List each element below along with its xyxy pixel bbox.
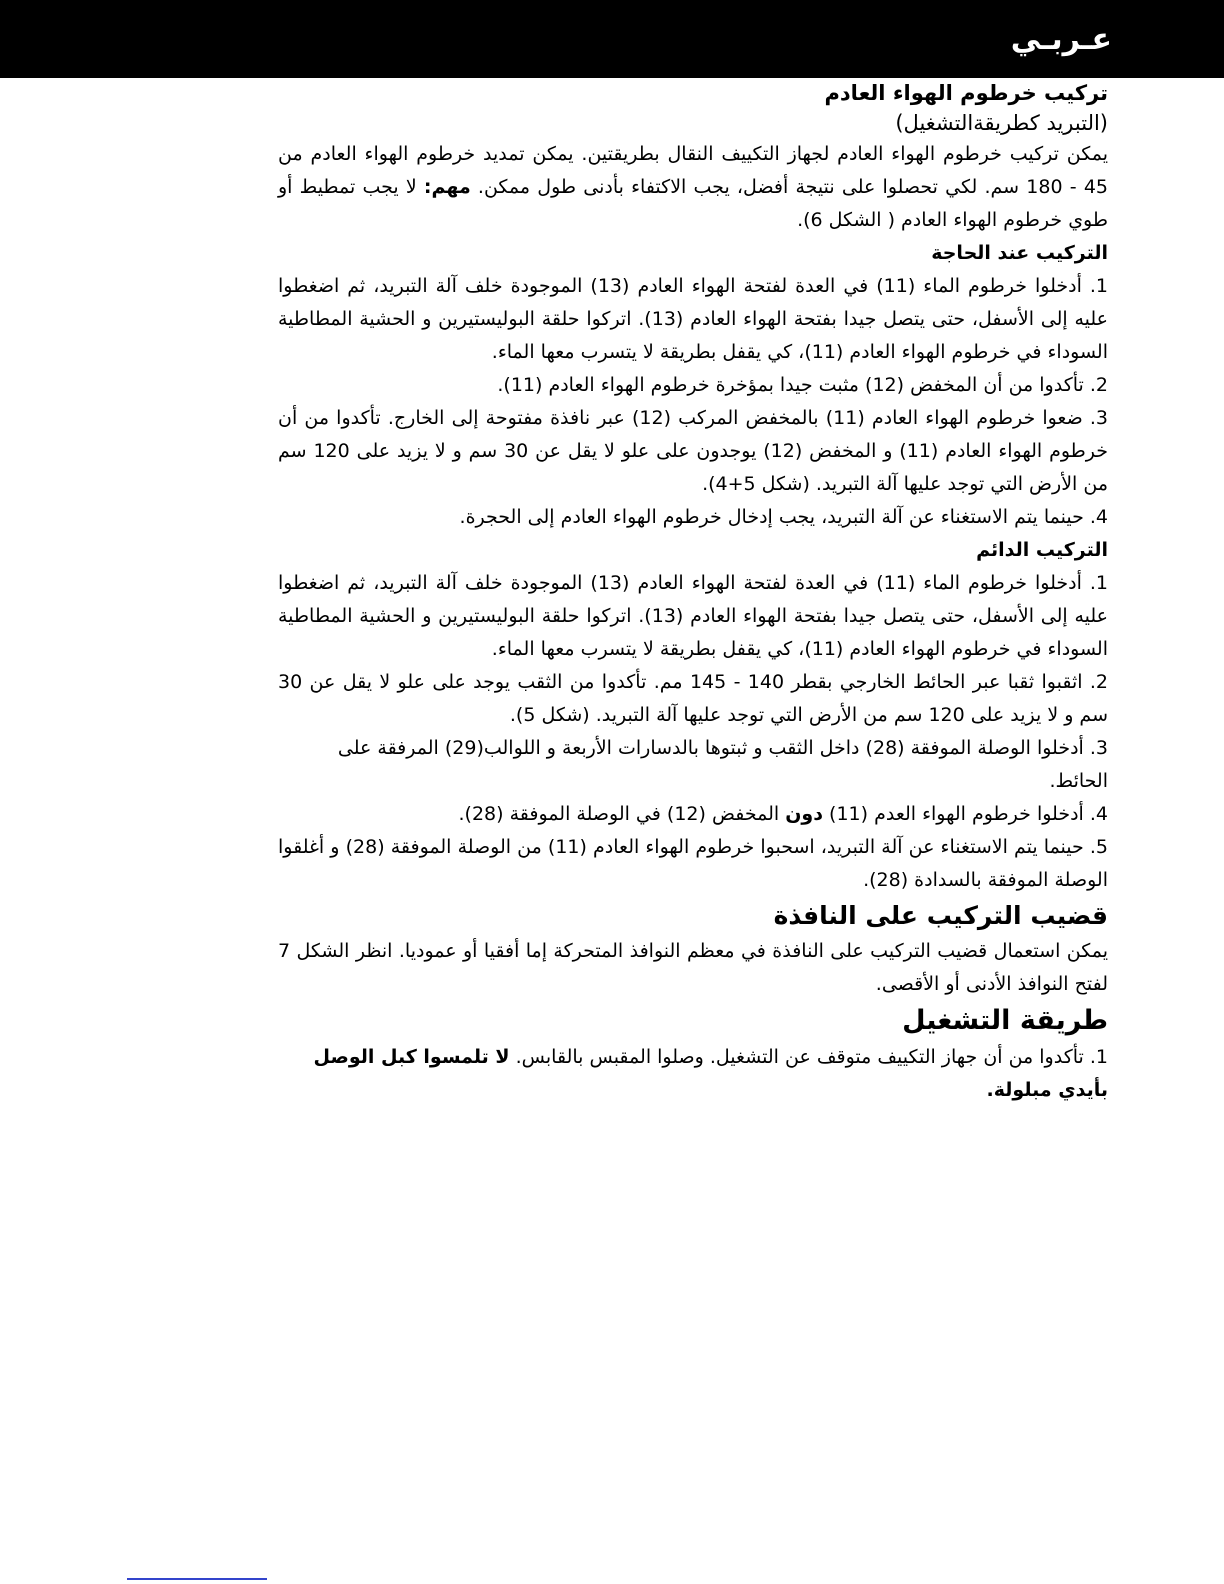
page-title: تركيب خرطوم الهواء العادم (824, 81, 1108, 105)
permanent-step-4 (278, 798, 1108, 831)
intro-text-2: لا يجب تمطيط أو طوي خرطوم الهواء العادم ( الشكل 6). (278, 176, 1108, 231)
language-label: عـربـي (1010, 21, 1112, 57)
section-heading-permanent: التركيب الدائم (976, 539, 1108, 561)
permanent-step-1: 1. أدخلوا خرطوم الماء (11) في العدة لفتحة الهواء العادم (13) الموجودة خلف آلة التبريد، ثم اضغطوا عليه إلى الأسفل، حتى يتصل جيدا بفتحة الهواء العادم (13). اتركوا حلقة البوليستيرين و الحشية المطاطية السوداء في خرطوم الهواء العادم (11)، كي يقفل بطريقة لا يتسرب معها الماء. (278, 572, 1108, 660)
operation-step-1 (278, 1041, 1108, 1107)
section-heading-when-needed: التركيب عند الحاجة (931, 242, 1108, 264)
intro-paragraph (278, 138, 1108, 237)
page-content (0, 78, 1224, 1107)
intro-text-1: يمكن تركيب خرطوم الهواء العادم لجهاز التكييف النقال بطريقتين. يمكن تمديد خرطوم الهواء العادم من 45 - 180 سم. لكي تحصلوا على نتيجة أفضل، يجب الاكتفاء بأدنى طول ممكن. (278, 143, 1108, 198)
operation-step-1-warning: لا تلمسوا كبل الوصل بأيدي مبلولة. (313, 1046, 1108, 1101)
section-heading-operation: طريقة التشغيل (902, 1005, 1108, 1036)
intro-important-label: مهم: (423, 176, 471, 198)
page-subtitle: (التبريد كطريقةالتشغيل) (895, 111, 1108, 135)
permanent-step-4-bold: دون (785, 803, 823, 825)
permanent-step-5: 5. حينما يتم الاستغناء عن آلة التبريد، اسحبوا خرطوم الهواء العادم (11) من الوصلة الموفقة (28) و أغلقوا الوصلة الموفقة بالسدادة (28). (278, 836, 1109, 891)
permanent-step-4-text-1: 4. أدخلوا خرطوم الهواء العدم (11) (822, 803, 1108, 825)
permanent-step-4-text-2: المخفض (12) في الوصلة الموفقة (28). (458, 803, 786, 825)
when-needed-step-4: 4. حينما يتم الاستغناء عن آلة التبريد، يجب إدخال خرطوم الهواء العادم إلى الحجرة. (459, 506, 1108, 528)
section-heading-window-bar: قضيب التركيب على النافذة (773, 901, 1108, 930)
when-needed-step-2: 2. تأكدوا من أن المخفض (12) مثبت جيدا بمؤخرة خرطوم الهواء العادم (11). (497, 374, 1108, 396)
when-needed-step-3: 3. ضعوا خرطوم الهواء العادم (11) بالمخفض المركب (12) عبر نافذة مفتوحة إلى الخارج. تأكدوا من أن خرطوم الهواء العادم (11) و المخفض (12) يوجدون على علو لا يقل عن 30 سم و لا يزيد على 120 سم من الأرض التي توجد عليها آلة التبريد. (شكل 5+4). (278, 407, 1109, 495)
operation-step-1-text: 1. تأكدوا من أن جهاز التكييف متوقف عن التشغيل. وصلوا المقبس بالقابس. (509, 1046, 1108, 1068)
when-needed-step-1: 1. أدخلوا خرطوم الماء (11) في العدة لفتحة الهواء العادم (13) الموجودة خلف آلة التبريد، ثم اضغطوا عليه إلى الأسفل، حتى يتصل جيدا بفتحة الهواء العادم (13). اتركوا حلقة البوليستيرين و الحشية المطاطية السوداء في خرطوم الهواء العادم (11)، كي يقفل بطريقة لا يتسرب معها الماء. (278, 275, 1108, 363)
permanent-step-3: 3. أدخلوا الوصلة الموفقة (28) داخل الثقب و ثبتوها بالدسارات الأربعة و اللوالب(29) المرفقة على الحائط. (337, 737, 1108, 792)
window-bar-paragraph: يمكن استعمال قضيب التركيب على النافذة في معظم النوافذ المتحركة إما أفقيا أو عموديا. انظر الشكل 7 لفتح النوافذ الأدنى أو الأقصى. (278, 940, 1108, 995)
footer-underline-mark (127, 1578, 267, 1580)
language-header-bar (0, 0, 1224, 78)
permanent-step-2: 2. اثقبوا ثقبا عبر الحائط الخارجي بقطر 140 - 145 مم. تأكدوا من الثقب يوجد على علو لا يقل عن 30 سم و لا يزيد على 120 سم من الأرض التي توجد عليها آلة التبريد. (شكل 5). (278, 671, 1108, 726)
